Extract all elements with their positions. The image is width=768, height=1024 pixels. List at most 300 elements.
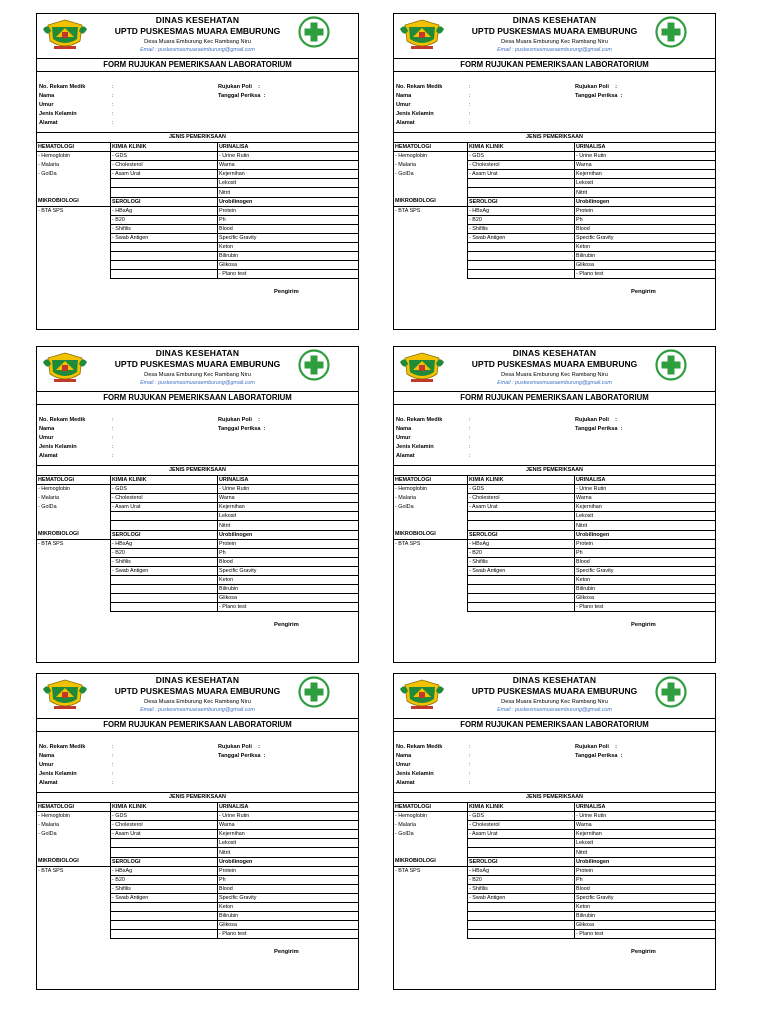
test-cell	[468, 243, 575, 252]
lab-test-table	[37, 143, 358, 279]
test-cell: Protein	[218, 866, 359, 875]
test-cell: Bilirubin	[218, 252, 359, 261]
test-row	[394, 224, 715, 233]
patient-info	[37, 72, 358, 132]
form-header	[394, 14, 715, 58]
test-row	[37, 179, 358, 188]
test-row	[37, 261, 358, 270]
test-cell: - BTA SPS	[38, 207, 64, 214]
test-cell: - B20	[468, 548, 575, 557]
test-row	[394, 566, 715, 575]
test-cell	[394, 576, 468, 585]
section-header-cell: Urobilinogen	[218, 857, 359, 866]
test-cell	[468, 603, 575, 612]
colon: :	[469, 417, 471, 423]
test-cell	[468, 261, 575, 270]
test-cell: Kejernihan	[575, 170, 716, 179]
nama-label: Nama	[39, 93, 55, 99]
test-cell: - Urine Rutin	[218, 152, 359, 161]
section-header-row	[37, 143, 358, 152]
section-header-cell: URINALISA	[218, 803, 359, 812]
patient-info	[37, 405, 358, 465]
test-cell	[37, 603, 111, 612]
referral-form	[393, 346, 716, 663]
test-cell	[37, 261, 111, 270]
test-cell: - Swab Antigen	[468, 893, 575, 902]
test-cell: Ph	[575, 548, 716, 557]
test-row	[37, 170, 358, 179]
test-cell: - Hemoglobin	[395, 153, 428, 160]
colon: :	[112, 780, 114, 786]
pengirim-label: Pengirim	[631, 622, 656, 628]
test-cell: Warna	[218, 161, 359, 170]
test-cell: - BTA SPS	[38, 867, 64, 874]
test-cell: Lekosit	[575, 512, 716, 521]
form-header	[37, 14, 358, 58]
referral-form	[36, 13, 359, 330]
test-cell: - Asam Urat	[468, 503, 575, 512]
jenis-pemeriksaan-heading: JENIS PEMERIKSAAN	[37, 792, 358, 803]
test-cell: - B20	[468, 215, 575, 224]
test-cell	[394, 594, 468, 603]
alamat-label: Alamat	[39, 453, 58, 459]
colon: :	[469, 102, 471, 108]
test-row	[394, 206, 715, 215]
section-header-row	[394, 530, 715, 539]
colon: :	[469, 93, 471, 99]
test-cell: Lekosit	[218, 839, 359, 848]
address: Desa Muara Emburung Kec Rambang Niru	[144, 39, 251, 45]
test-row	[394, 521, 715, 530]
test-cell: - Shifilis	[468, 557, 575, 566]
test-cell	[111, 903, 218, 912]
jenis-kelamin-label: Jenis Kelamin	[396, 771, 434, 777]
colon: :	[469, 426, 471, 432]
section-header-cell: MIKROBIOLOGI	[37, 530, 111, 539]
alamat-label: Alamat	[39, 780, 58, 786]
colon: :	[469, 771, 471, 777]
test-row	[37, 812, 358, 821]
test-cell	[37, 930, 111, 939]
test-cell	[394, 252, 468, 261]
test-cell	[111, 603, 218, 612]
test-cell: - Malaria	[38, 495, 59, 502]
test-cell: Warna	[575, 161, 716, 170]
colon: :	[112, 111, 114, 117]
section-header-row	[394, 803, 715, 812]
rujukan-poli-label: Rujukan Poli :	[218, 744, 260, 750]
test-cell: Ph	[575, 875, 716, 884]
test-cell: Nitrit	[218, 848, 359, 857]
test-cell	[37, 521, 111, 530]
test-cell: - Malaria	[38, 822, 59, 829]
test-cell	[394, 585, 468, 594]
colon: :	[112, 426, 114, 432]
test-row	[37, 215, 358, 224]
jenis-pemeriksaan-heading: JENIS PEMERIKSAAN	[394, 792, 715, 803]
test-cell	[394, 557, 468, 566]
test-cell: Ph	[218, 548, 359, 557]
colon: :	[469, 762, 471, 768]
test-cell: - Asam Urat	[468, 830, 575, 839]
test-cell: - Urine Rutin	[218, 812, 359, 821]
test-cell: Kejernihan	[575, 503, 716, 512]
email: Email : puskesmasmuaraemburung@gmail.com	[140, 380, 255, 386]
test-cell	[468, 912, 575, 921]
test-cell: - Malaria	[395, 822, 416, 829]
test-cell: - Cholesterol	[111, 821, 218, 830]
test-cell	[394, 188, 468, 197]
section-header-cell: HEMATOLOGI	[394, 476, 468, 485]
pengirim-label: Pengirim	[274, 289, 299, 295]
test-row	[394, 539, 715, 548]
test-cell: - HBsAg	[468, 539, 575, 548]
test-row	[394, 903, 715, 912]
nama-label: Nama	[396, 93, 412, 99]
test-cell: - B20	[111, 215, 218, 224]
test-cell: - HBsAg	[468, 866, 575, 875]
puskesmas-title: UPTD PUSKESMAS MUARA EMBURUNG	[471, 26, 638, 36]
referral-form	[36, 673, 359, 990]
test-cell: Glikosa	[575, 594, 716, 603]
test-cell: Warna	[575, 494, 716, 503]
test-cell: - Cholesterol	[468, 494, 575, 503]
test-cell: - Plano test	[575, 930, 716, 939]
colon: :	[469, 444, 471, 450]
test-cell	[394, 893, 468, 902]
jenis-pemeriksaan-heading: JENIS PEMERIKSAAN	[394, 465, 715, 476]
test-row	[394, 252, 715, 261]
section-header-cell: HEMATOLOGI	[394, 803, 468, 812]
test-cell	[394, 903, 468, 912]
test-cell: - Malaria	[395, 162, 416, 169]
section-header-cell: HEMATOLOGI	[37, 143, 111, 152]
test-row	[394, 170, 715, 179]
test-cell: - HBsAg	[468, 206, 575, 215]
test-cell: Nitrit	[575, 188, 716, 197]
test-cell: - HBsAg	[111, 206, 218, 215]
test-cell	[394, 179, 468, 188]
test-cell	[468, 512, 575, 521]
test-cell	[468, 521, 575, 530]
test-cell: Protein	[218, 539, 359, 548]
address: Desa Muara Emburung Kec Rambang Niru	[501, 699, 608, 705]
test-cell	[37, 233, 111, 242]
umur-label: Umur	[396, 762, 411, 768]
test-cell: Lekosit	[218, 512, 359, 521]
test-cell: - Shifilis	[111, 557, 218, 566]
test-row	[37, 270, 358, 279]
section-header-row	[394, 476, 715, 485]
test-cell	[394, 270, 468, 279]
test-cell	[468, 839, 575, 848]
test-cell: - Swab Antigen	[111, 893, 218, 902]
section-header-cell: KIMIA KLINIK	[468, 803, 575, 812]
section-header-cell: Urobilinogen	[218, 197, 359, 206]
test-cell: Keton	[575, 576, 716, 585]
test-cell: - Asam Urat	[111, 170, 218, 179]
patient-info	[394, 72, 715, 132]
test-cell: - Plano test	[218, 270, 359, 279]
nama-label: Nama	[396, 426, 412, 432]
test-cell: - Plano test	[575, 270, 716, 279]
test-cell: Lekosit	[575, 179, 716, 188]
no-rekam-medik-label: No. Rekam Medik	[39, 417, 86, 423]
test-cell	[37, 884, 111, 893]
test-cell	[468, 903, 575, 912]
colon: :	[469, 753, 471, 759]
colon: :	[469, 780, 471, 786]
health-cross-icon	[298, 16, 330, 48]
test-cell: - Malaria	[38, 162, 59, 169]
test-row	[37, 485, 358, 494]
test-cell: - HBsAg	[111, 866, 218, 875]
test-cell: Blood	[218, 884, 359, 893]
test-row	[37, 161, 358, 170]
test-cell	[37, 848, 111, 857]
test-cell: - GDS	[111, 812, 218, 821]
test-row	[37, 503, 358, 512]
section-header-cell: MIKROBIOLOGI	[37, 857, 111, 866]
test-cell: - GolDa	[395, 171, 414, 178]
test-cell	[37, 215, 111, 224]
test-cell	[111, 270, 218, 279]
pengirim-label: Pengirim	[274, 949, 299, 955]
test-cell: Warna	[218, 494, 359, 503]
colon: :	[469, 84, 471, 90]
health-cross-icon	[655, 349, 687, 381]
test-cell	[37, 893, 111, 902]
test-cell	[37, 839, 111, 848]
colon: :	[112, 762, 114, 768]
test-cell: Keton	[575, 243, 716, 252]
section-header-cell: KIMIA KLINIK	[111, 803, 218, 812]
test-cell: - BTA SPS	[395, 867, 421, 874]
test-cell: - B20	[111, 548, 218, 557]
alamat-label: Alamat	[396, 120, 415, 126]
test-cell: Warna	[575, 821, 716, 830]
section-header-cell: URINALISA	[218, 476, 359, 485]
dinas-title: DINAS KESEHATAN	[155, 675, 240, 685]
test-row	[394, 188, 715, 197]
test-row	[394, 485, 715, 494]
test-cell	[394, 848, 468, 857]
test-cell: Ph	[218, 215, 359, 224]
section-header-cell: KIMIA KLINIK	[111, 476, 218, 485]
test-cell	[111, 252, 218, 261]
test-cell	[468, 921, 575, 930]
test-row	[37, 821, 358, 830]
test-cell	[468, 188, 575, 197]
dinas-title: DINAS KESEHATAN	[155, 15, 240, 25]
test-row	[37, 548, 358, 557]
test-row	[37, 884, 358, 893]
rujukan-poli-label: Rujukan Poli :	[575, 84, 617, 90]
test-cell	[468, 585, 575, 594]
colon: :	[112, 744, 114, 750]
test-row	[394, 893, 715, 902]
test-cell: - Asam Urat	[111, 830, 218, 839]
test-cell: - BTA SPS	[395, 540, 421, 547]
puskesmas-title: UPTD PUSKESMAS MUARA EMBURUNG	[471, 359, 638, 369]
dinas-title: DINAS KESEHATAN	[155, 348, 240, 358]
test-cell	[111, 912, 218, 921]
test-cell	[394, 224, 468, 233]
puskesmas-title: UPTD PUSKESMAS MUARA EMBURUNG	[114, 686, 281, 696]
test-row	[37, 585, 358, 594]
test-row	[37, 903, 358, 912]
tanggal-periksa-label: Tanggal Periksa :	[575, 93, 623, 99]
test-cell: Bilirubin	[218, 912, 359, 921]
puskesmas-title: UPTD PUSKESMAS MUARA EMBURUNG	[114, 26, 281, 36]
test-cell: - GolDa	[38, 171, 57, 178]
test-cell	[468, 252, 575, 261]
test-cell: - Urine Rutin	[575, 485, 716, 494]
test-cell: - B20	[468, 875, 575, 884]
test-cell: - Asam Urat	[468, 170, 575, 179]
test-cell: Specific Gravity	[218, 893, 359, 902]
lab-test-table	[37, 803, 358, 939]
no-rekam-medik-label: No. Rekam Medik	[396, 84, 443, 90]
test-cell: Glikosa	[218, 594, 359, 603]
colon: :	[112, 417, 114, 423]
colon: :	[112, 453, 114, 459]
umur-label: Umur	[396, 435, 411, 441]
test-cell	[468, 270, 575, 279]
test-cell: Specific Gravity	[218, 566, 359, 575]
test-cell: Protein	[575, 206, 716, 215]
health-cross-icon	[655, 16, 687, 48]
patient-info	[394, 732, 715, 792]
test-cell: Glikosa	[575, 921, 716, 930]
test-row	[37, 576, 358, 585]
test-cell: Bilirubin	[575, 252, 716, 261]
test-cell: Glikosa	[218, 261, 359, 270]
test-row	[37, 603, 358, 612]
test-cell	[37, 566, 111, 575]
section-header-cell: Urobilinogen	[575, 197, 716, 206]
test-cell	[394, 521, 468, 530]
address: Desa Muara Emburung Kec Rambang Niru	[144, 372, 251, 378]
section-header-row	[394, 197, 715, 206]
test-cell: Specific Gravity	[218, 233, 359, 242]
test-cell: Kejernihan	[218, 830, 359, 839]
test-cell	[37, 252, 111, 261]
section-header-cell: URINALISA	[575, 476, 716, 485]
test-cell	[111, 594, 218, 603]
jenis-kelamin-label: Jenis Kelamin	[39, 111, 77, 117]
test-cell	[111, 930, 218, 939]
test-cell: - Hemoglobin	[395, 813, 428, 820]
section-header-cell: SEROLOGI	[468, 530, 575, 539]
test-cell: Bilirubin	[218, 585, 359, 594]
test-cell	[394, 512, 468, 521]
test-cell: - GolDa	[38, 504, 57, 511]
puskesmas-title: UPTD PUSKESMAS MUARA EMBURUNG	[471, 686, 638, 696]
test-cell	[394, 233, 468, 242]
section-header-cell: KIMIA KLINIK	[468, 476, 575, 485]
test-cell	[37, 270, 111, 279]
test-cell	[37, 912, 111, 921]
section-header-row	[37, 530, 358, 539]
umur-label: Umur	[39, 435, 54, 441]
test-cell: - Shifilis	[468, 884, 575, 893]
test-cell	[394, 261, 468, 270]
test-cell: - GDS	[468, 152, 575, 161]
test-row	[37, 233, 358, 242]
test-cell: - Swab Antigen	[111, 566, 218, 575]
no-rekam-medik-label: No. Rekam Medik	[396, 744, 443, 750]
test-cell	[111, 261, 218, 270]
section-header-cell: Urobilinogen	[575, 857, 716, 866]
section-header-cell: SEROLOGI	[468, 857, 575, 866]
colon: :	[112, 753, 114, 759]
test-row	[394, 585, 715, 594]
test-cell: Blood	[218, 224, 359, 233]
section-header-cell: HEMATOLOGI	[37, 803, 111, 812]
test-row	[394, 494, 715, 503]
test-cell: Keton	[575, 903, 716, 912]
colon: :	[112, 102, 114, 108]
section-header-cell: HEMATOLOGI	[394, 143, 468, 152]
test-cell: - GDS	[111, 152, 218, 161]
test-cell: - BTA SPS	[38, 540, 64, 547]
test-row	[37, 521, 358, 530]
colon: :	[469, 435, 471, 441]
test-cell: - Plano test	[218, 930, 359, 939]
test-cell	[37, 557, 111, 566]
test-row	[394, 576, 715, 585]
test-cell: Bilirubin	[575, 585, 716, 594]
email: Email : puskesmasmuaraemburung@gmail.com	[497, 380, 612, 386]
patient-info	[394, 405, 715, 465]
test-row	[394, 548, 715, 557]
colon: :	[469, 744, 471, 750]
test-cell: - GDS	[468, 812, 575, 821]
test-cell: - Hemoglobin	[38, 486, 71, 493]
test-cell	[111, 179, 218, 188]
test-cell: Blood	[575, 224, 716, 233]
test-row	[394, 912, 715, 921]
umur-label: Umur	[39, 762, 54, 768]
test-row	[37, 188, 358, 197]
test-cell	[394, 921, 468, 930]
rujukan-poli-label: Rujukan Poli :	[575, 744, 617, 750]
test-cell	[37, 179, 111, 188]
test-cell	[468, 576, 575, 585]
form-header	[37, 674, 358, 718]
test-cell	[111, 188, 218, 197]
test-cell: Kejernihan	[218, 170, 359, 179]
test-cell: - Swab Antigen	[111, 233, 218, 242]
jenis-kelamin-label: Jenis Kelamin	[39, 444, 77, 450]
test-cell	[37, 594, 111, 603]
test-cell	[394, 884, 468, 893]
address: Desa Muara Emburung Kec Rambang Niru	[501, 39, 608, 45]
test-cell: - Shifilis	[111, 884, 218, 893]
form-title: FORM RUJUKAN PEMERIKSAAN LABORATORIUM	[394, 391, 715, 405]
test-cell	[37, 921, 111, 930]
jenis-pemeriksaan-heading: JENIS PEMERIKSAAN	[37, 465, 358, 476]
test-row	[394, 830, 715, 839]
test-cell	[37, 875, 111, 884]
test-cell: - GolDa	[38, 831, 57, 838]
tanggal-periksa-label: Tanggal Periksa :	[218, 426, 266, 432]
email: Email : puskesmasmuaraemburung@gmail.com	[497, 707, 612, 713]
test-row	[37, 557, 358, 566]
test-cell	[468, 848, 575, 857]
test-row	[394, 557, 715, 566]
